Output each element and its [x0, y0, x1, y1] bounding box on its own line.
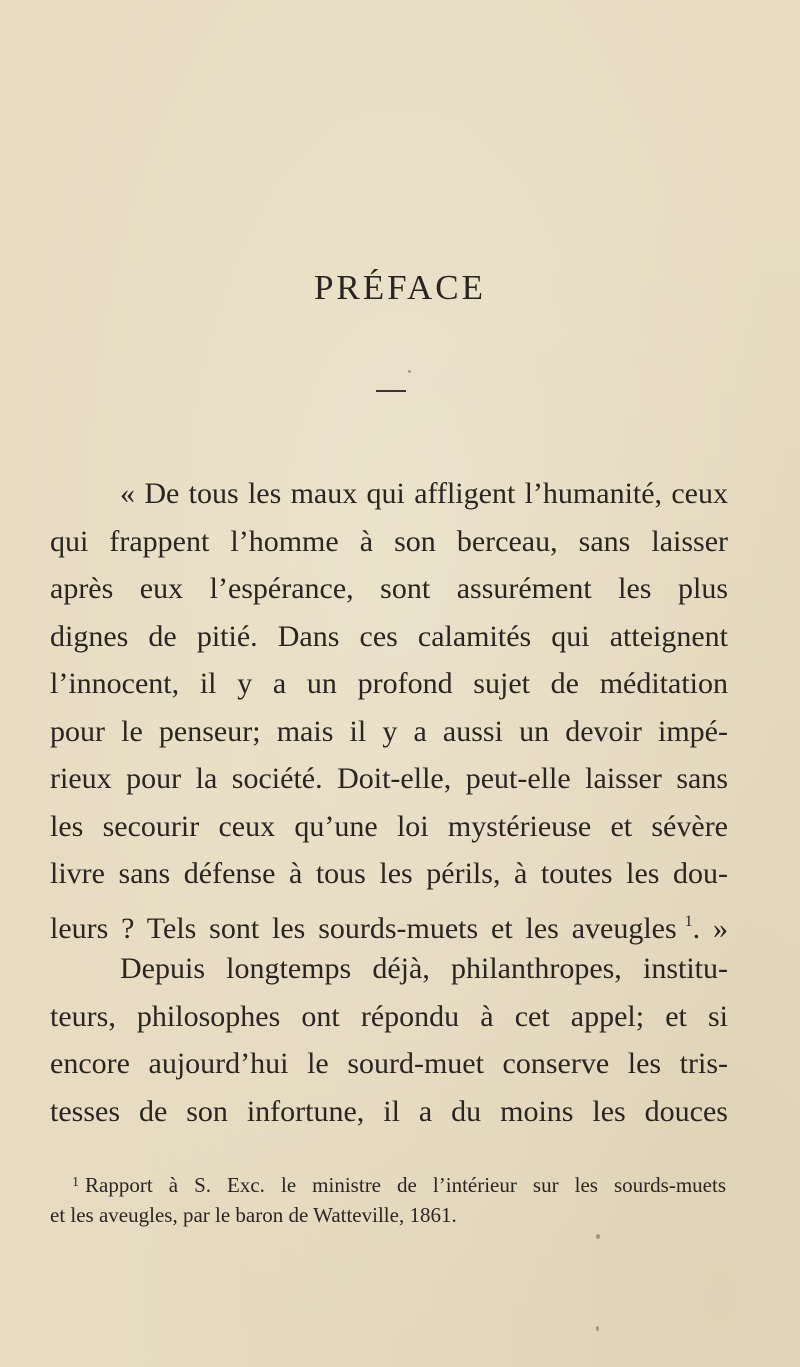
- page-title: PRÉFACE: [313, 268, 487, 307]
- body-line-text: leurs ? Tels sont les sourds-muets et les aveugles: [50, 911, 677, 945]
- body-line: « De tous les maux qui affligent l’humanité, ceux: [120, 477, 728, 510]
- footnote-reference: 1: [684, 912, 693, 930]
- body-line-with-footnote: [50, 898, 728, 946]
- body-line: tesses de son infortune, il a du moins les douces: [50, 1094, 728, 1128]
- body-line: qui frappent l’homme à son berceau, sans laisser: [50, 524, 728, 558]
- paper-speck: [596, 1326, 599, 1331]
- footnote-text: Rapport à S. Exc. le ministre de l’intérieur sur les sourds-muets: [85, 1173, 726, 1197]
- body-line: Depuis longtemps déjà, philanthropes, institu-: [120, 952, 728, 985]
- body-line: encore aujourd’hui le sourd-muet conserve les tris-: [50, 1047, 728, 1080]
- paper-speck: [408, 370, 411, 373]
- title-divider: [376, 390, 406, 392]
- preface-body: [50, 470, 728, 1135]
- body-line: après eux l’espérance, sont assurément les plus: [50, 572, 728, 605]
- body-line: rieux pour la société. Doit-elle, peut-elle laisser sans: [50, 762, 728, 795]
- body-line: teurs, philosophes ont répondu à cet appel; et si: [50, 999, 728, 1033]
- body-line: pour le penseur; mais il y a aussi un devoir impé-: [50, 714, 728, 748]
- body-line: dignes de pitié. Dans ces calamités qui atteignent: [50, 619, 728, 653]
- footnote-line: et les aveugles, par le baron de Watteville, 1861.: [50, 1203, 457, 1227]
- body-line: livre sans défense à tous les périls, à toutes les dou-: [50, 857, 728, 890]
- quote-close: . »: [692, 911, 728, 945]
- paper-speck: [596, 1234, 600, 1239]
- body-line: les secourir ceux qu’une loi mystérieuse et sévère: [50, 809, 728, 843]
- body-line: l’innocent, il y a un profond sujet de méditation: [50, 667, 728, 700]
- footnote: [50, 1168, 726, 1230]
- footnote-line: [50, 1168, 726, 1200]
- footnote-number: 1: [72, 1175, 79, 1190]
